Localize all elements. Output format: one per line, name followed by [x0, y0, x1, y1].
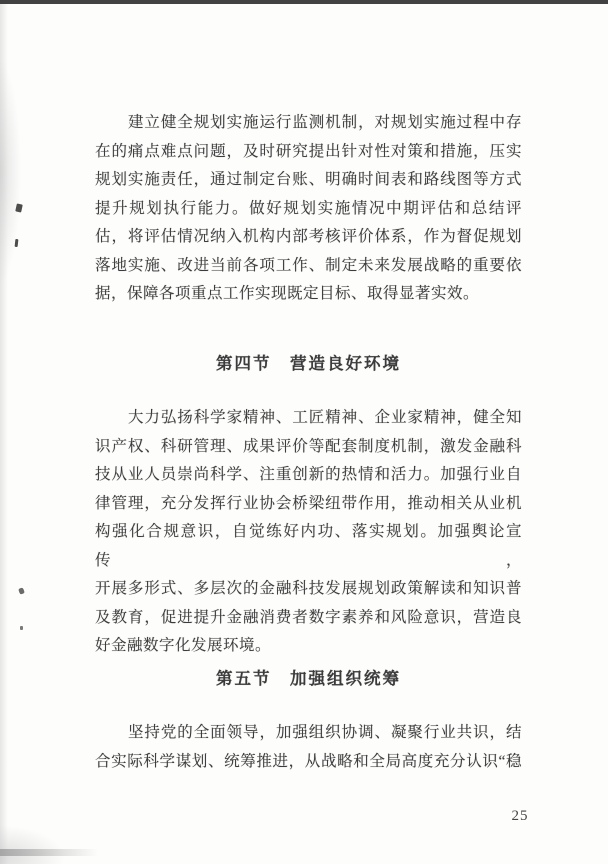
scan-left-blotch — [0, 42, 34, 342]
text-line: 建立健全规划实施运行监测机制，对规划实施过程中存 — [128, 114, 522, 131]
scan-speck — [18, 587, 25, 594]
text-line: 在的痛点难点问题，及时研究提出针对性对策和措施，压实 — [95, 142, 522, 160]
section-heading-4: 第四节 营造良好环境 — [216, 354, 401, 373]
scan-speck — [20, 626, 23, 630]
text-line: 律管理，充分发挥行业协会桥梁纽带作用，推动相关从业机 — [95, 494, 522, 512]
scan-top-edge — [0, 0, 608, 4]
page-number: 25 — [511, 808, 529, 824]
text-line: 坚持党的全面领导，加强组织协调、凝聚行业共识，结 — [128, 724, 522, 741]
text-line: 合实际科学谋划、统筹推进，从战略和全局高度充分认识“稳 — [95, 752, 522, 770]
text-line: 构强化合规意识，自觉练好内功、落实规划。加强舆论宣传， — [95, 523, 522, 569]
text-line: 好金融数字化发展环境。 — [95, 637, 272, 654]
paragraph-implementation-monitoring — [95, 109, 522, 309]
text-line: 落地实施、改进当前各项工作、制定未来发展战略的重要依 — [95, 256, 522, 274]
text-line: 估，将评估情况纳入机构内部考核评价体系，作为督促规划 — [95, 228, 522, 245]
paragraph-organizational-coordination — [95, 719, 522, 776]
scan-bottom-left-edge-line — [0, 849, 98, 856]
text-line: 大力弘扬科学家精神、工匠精神、企业家精神，健全知 — [128, 409, 522, 426]
text-line: 识产权、科研管理、成果评价等配套制度机制，激发金融科 — [95, 437, 522, 455]
text-line: 及教育，促进提升金融消费者数字素养和风险意识，营造良 — [95, 608, 522, 626]
text-line: 提升规划执行能力。做好规划实施情况中期评估和总结评 — [95, 199, 522, 217]
paragraph-good-environment — [95, 404, 522, 661]
text-line: 据，保障各项重点工作实现既定目标、取得显著实效。 — [95, 285, 480, 302]
text-line: 技从业人员崇尚科学、注重创新的热情和活力。加强行业自 — [95, 466, 522, 483]
text-line: 开展多形式、多层次的金融科技发展规划政策解读和知识普 — [95, 580, 522, 597]
section-heading-5: 第五节 加强组织统筹 — [216, 669, 401, 688]
text-line: 规划实施责任，通过制定台账、明确时间表和路线图等方式 — [95, 171, 522, 188]
